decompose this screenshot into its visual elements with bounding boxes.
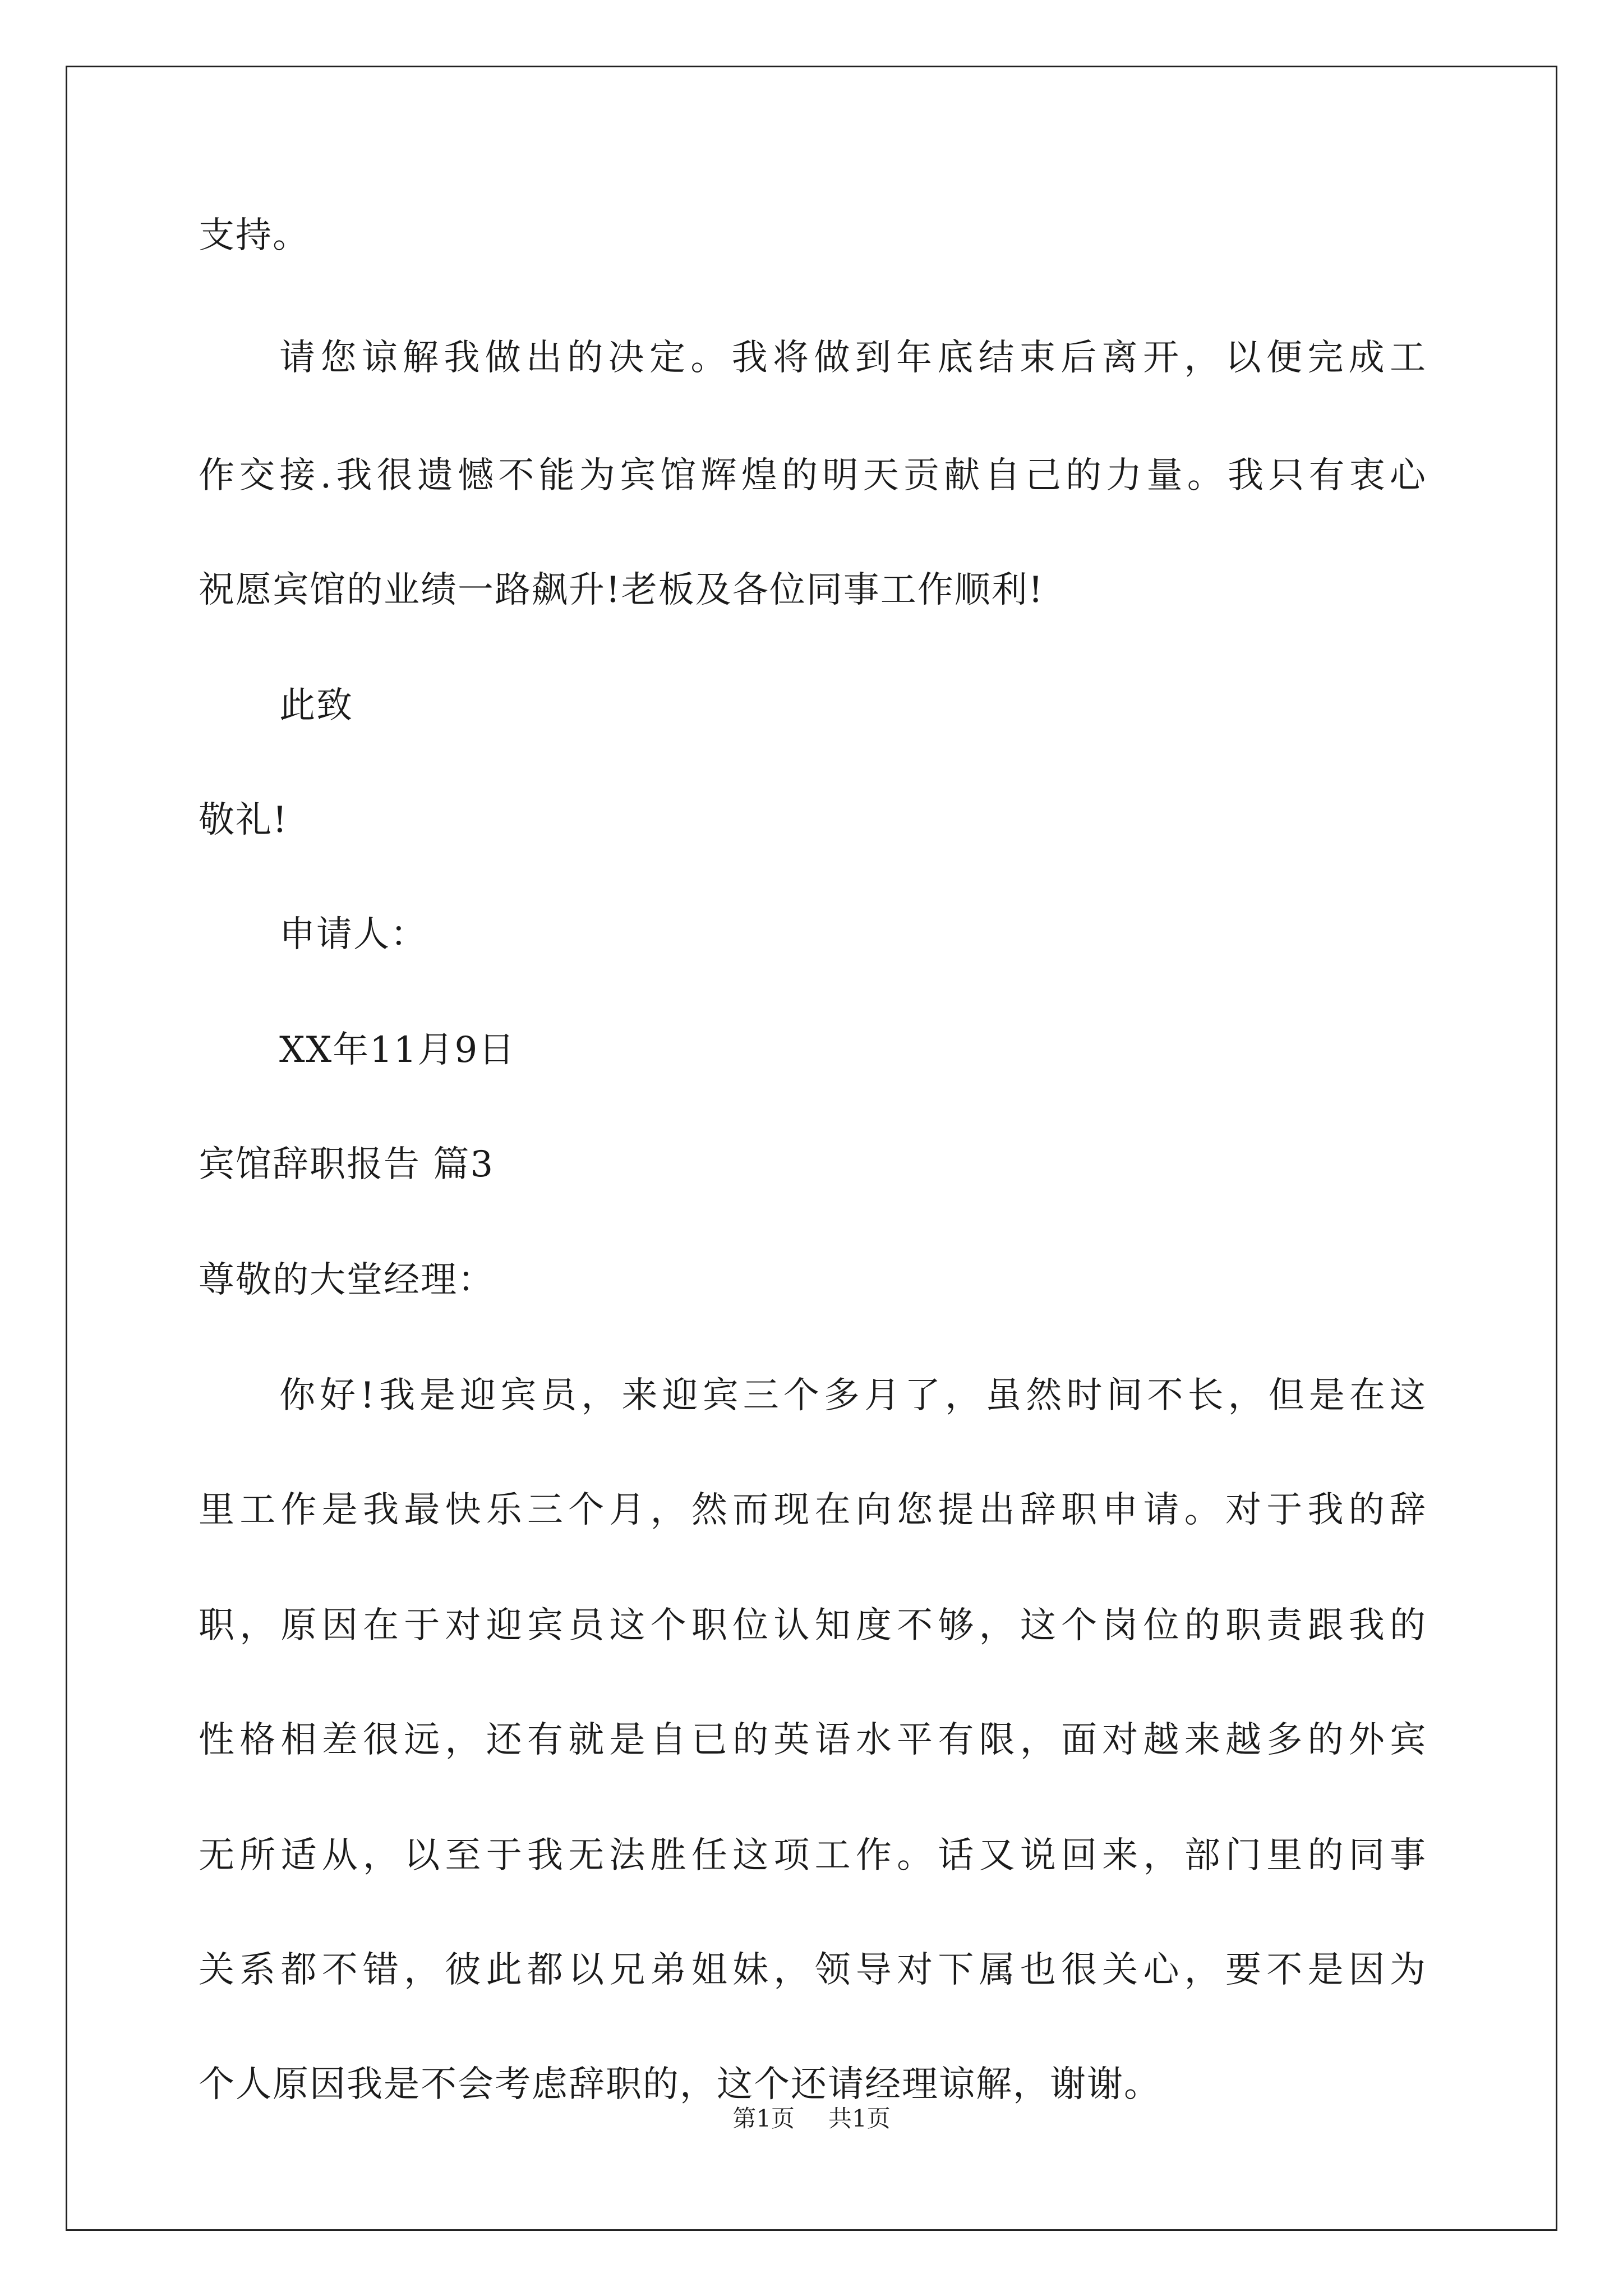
text-line: 个人原因我是不会考虑辞职的，这个还请经理谅解，谢谢。 (199, 2064, 1161, 2105)
page-footer (0, 2104, 1623, 2134)
text-line: 作交接.我很遗憾不能为宾馆辉煌的明天贡献自己的力量。我只有衷心 (199, 455, 1427, 496)
text-line: 里工作是我最快乐三个月，然而现在向您提出辞职申请。对于我的辞 (199, 1489, 1427, 1531)
text-line: 你好!我是迎宾员，来迎宾三个多月了，虽然时间不长，但是在这 (279, 1375, 1427, 1416)
closing-respect: 敬礼! (199, 799, 288, 841)
closing-salutation: 此致 (279, 685, 353, 726)
date-line: XX年11月9日 (279, 1029, 516, 1071)
text-line: 祝愿宾馆的业绩一路飙升!老板及各位同事工作顺利! (199, 569, 1044, 611)
text-line: 性格相差很远，还有就是自已的英语水平有限，面对越来越多的外宾 (199, 1719, 1427, 1761)
text-line: 职，原因在于对迎宾员这个职位认知度不够，这个岗位的职责跟我的 (199, 1605, 1427, 1646)
text-line: 无所适从，以至于我无法胜任这项工作。话又说回来，部门里的同事 (199, 1835, 1427, 1876)
text-line: 支持。 (199, 215, 310, 256)
page-number-current: 第1页 (732, 2105, 795, 2132)
page-number-total: 共1页 (828, 2105, 891, 2132)
applicant-label: 申请人： (279, 914, 427, 955)
section-heading: 宾馆辞职报告 篇3 (199, 1144, 495, 1185)
greeting-line: 尊敬的大堂经理： (199, 1259, 495, 1301)
text-line: 请您谅解我做出的决定。我将做到年底结束后离开，以便完成工 (279, 337, 1427, 379)
text-line: 关系都不错，彼此都以兄弟姐妹，领导对下属也很关心，要不是因为 (199, 1949, 1427, 1991)
